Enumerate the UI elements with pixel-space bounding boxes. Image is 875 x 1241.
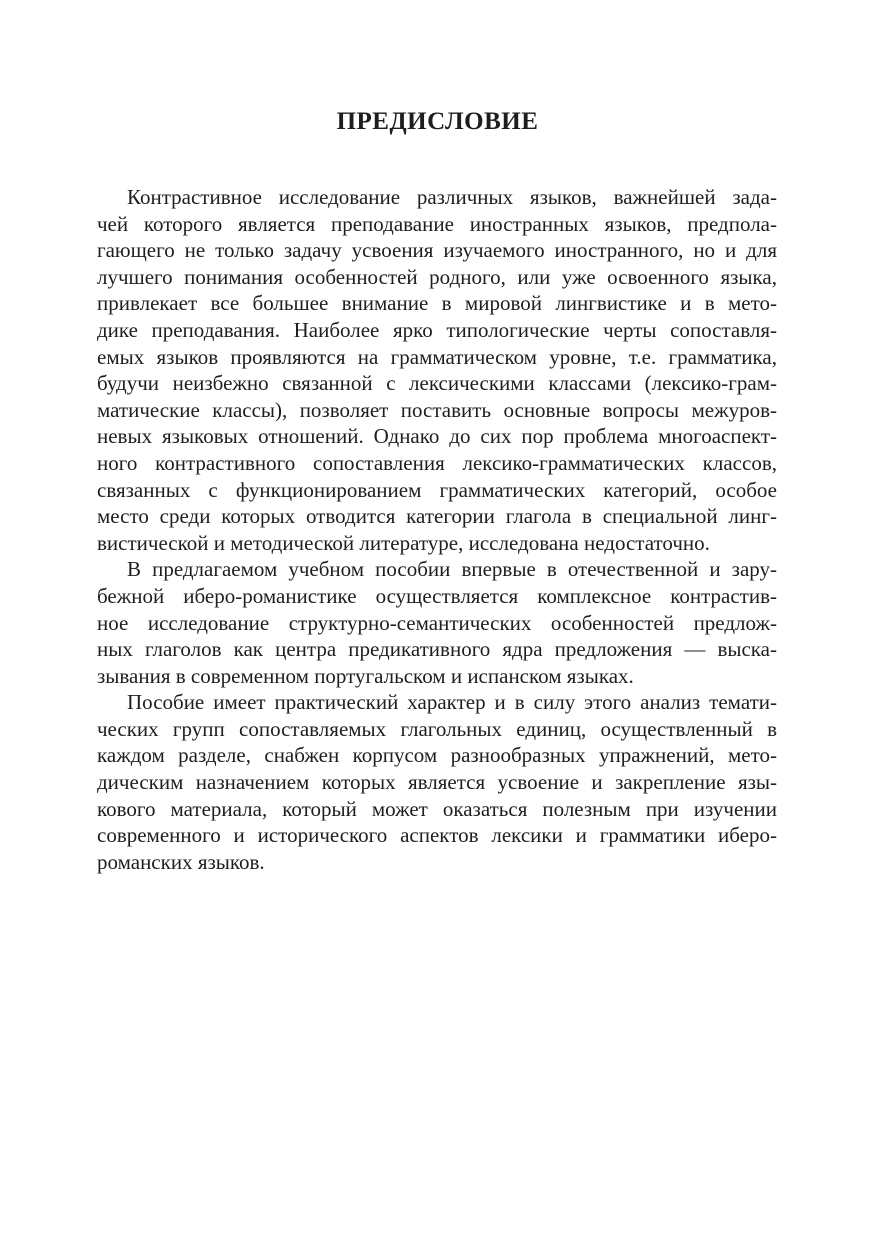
text-line: кового материала, который может оказаться полезным при изучении xyxy=(97,796,777,821)
text-line: вистической и методической литературе, исследована недостаточно. xyxy=(97,530,710,555)
text-line: лучшего понимания особенностей родного, или уже освоенного языка, xyxy=(97,264,777,289)
text-line: Пособие имеет практический характер и в силу этого анализ темати- xyxy=(127,690,777,715)
paragraph-3 xyxy=(97,689,777,875)
text-line: будучи неизбежно связанной с лексическими классами (лексико-грам- xyxy=(97,371,777,396)
preface-body xyxy=(97,184,777,875)
paragraph-2 xyxy=(97,556,777,689)
paragraph-1 xyxy=(97,184,777,556)
text-line: невых языковых отношений. Однако до сих пор проблема многоаспект- xyxy=(97,424,777,449)
text-line: бежной иберо-романистике осуществляется комплексное контрастив- xyxy=(97,583,777,608)
text-line: дическим назначением которых является усвоение и закрепление язы- xyxy=(97,770,777,795)
text-line: Контрастивное исследование различных языков, важнейшей зада- xyxy=(127,185,777,209)
text-line: матические классы), позволяет поставить основные вопросы межуров- xyxy=(97,397,777,422)
text-line: ных глаголов как центра предикативного ядра предложения — выска- xyxy=(97,637,777,662)
text-line: ческих групп сопоставляемых глагольных единиц, осуществленный в xyxy=(97,716,777,741)
text-line: романских языков. xyxy=(97,849,265,874)
text-line: дике преподавания. Наиболее ярко типологические черты сопоставля- xyxy=(97,317,777,342)
text-line: связанных с функционированием грамматических категорий, особое xyxy=(97,477,777,502)
text-line: зывания в современном португальском и испанском языках. xyxy=(97,663,634,688)
text-line: емых языков проявляются на грамматическом уровне, т.е. грамматика, xyxy=(97,344,777,369)
text-line: ного контрастивного сопоставления лексико-грамматических классов, xyxy=(97,450,777,475)
text-line: современного и исторического аспектов лексики и грамматики иберо- xyxy=(97,823,777,848)
text-line: ное исследование структурно-семантических особенностей предлож- xyxy=(97,610,777,635)
text-line: гающего не только задачу усвоения изучаемого иностранного, но и для xyxy=(97,238,777,263)
text-line: место среди которых отводится категории глагола в специальной линг- xyxy=(97,504,777,529)
text-line: В предлагаемом учебном пособии впервые в отечественной и зару- xyxy=(127,557,777,582)
text-line: каждом разделе, снабжен корпусом разнообразных упражнений, мето- xyxy=(97,743,777,768)
text-line: привлекает все большее внимание в мировой лингвистике и в мето- xyxy=(97,291,777,316)
page-title: ПРЕДИСЛОВИЕ xyxy=(336,108,539,135)
text-line: чей которого является преподавание иностранных языков, предпола- xyxy=(97,211,777,236)
